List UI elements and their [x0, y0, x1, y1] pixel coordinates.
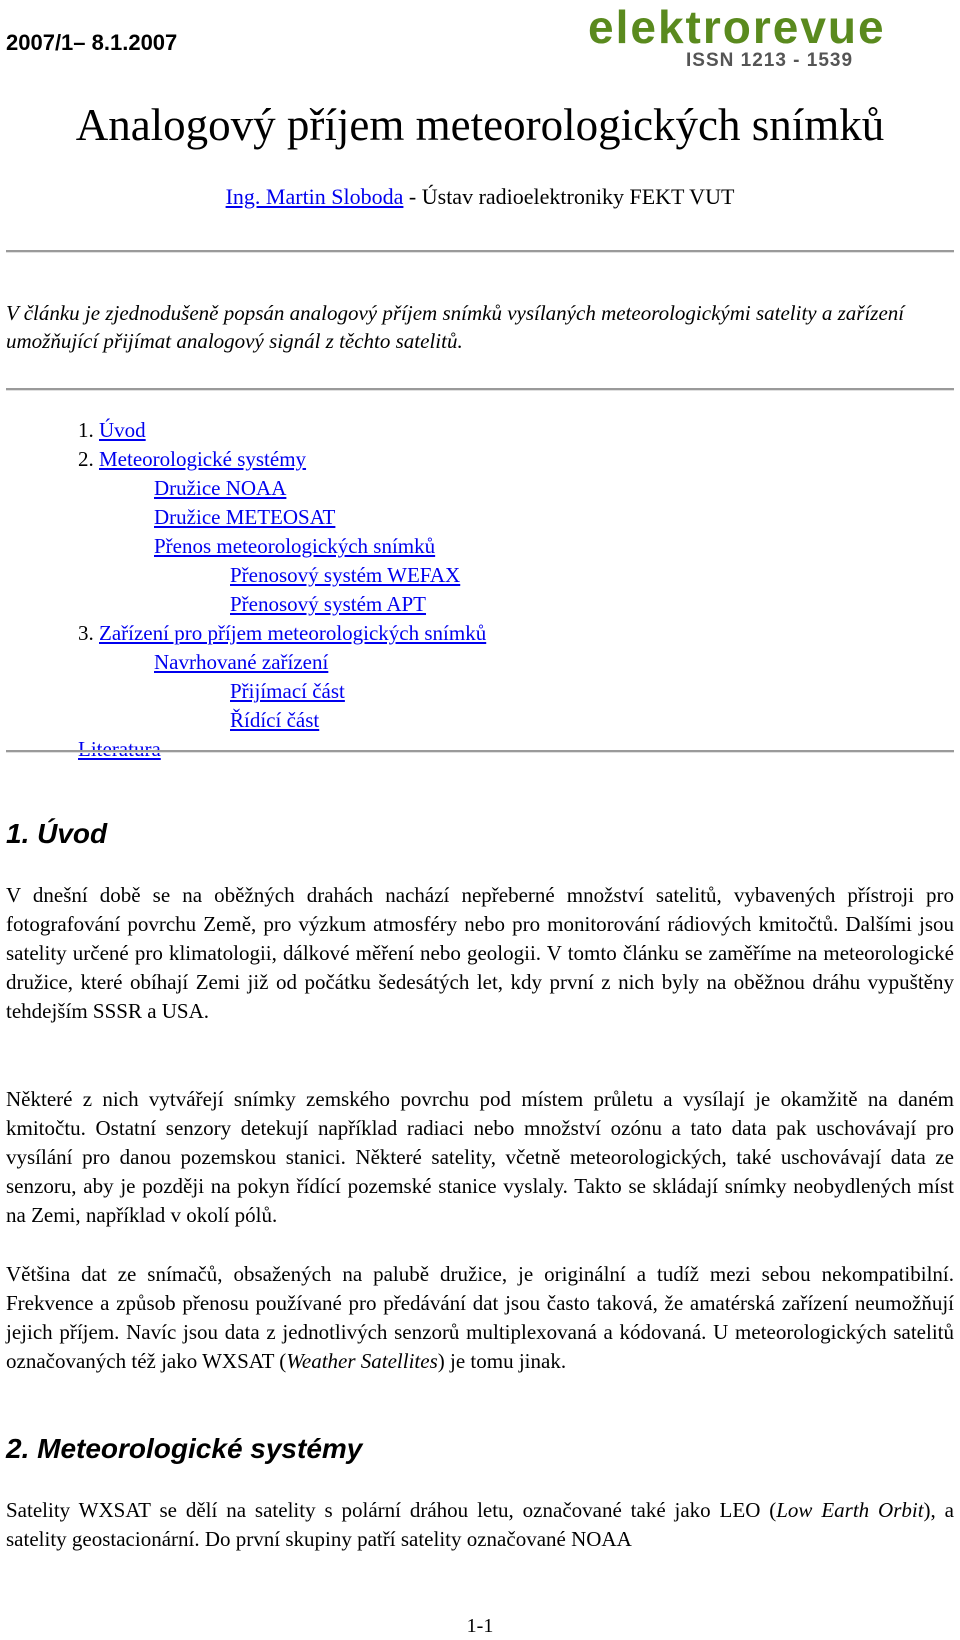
paragraph-italic: Weather Satellites	[286, 1349, 438, 1373]
toc-item-number: 3.	[78, 621, 99, 645]
toc-item-number: 2.	[78, 447, 99, 471]
paragraph-italic: Low Earth Orbit	[776, 1498, 924, 1522]
toc-link-prenos-snimku[interactable]: Přenos meteorologických snímků	[154, 534, 436, 558]
divider-top	[6, 250, 954, 253]
toc-item	[78, 416, 486, 445]
paragraph-text: ), a satelity geostacionární. Do první skupiny patří satelity označované NOAA	[6, 1498, 954, 1551]
divider-abstract	[6, 388, 954, 391]
toc-link-literatura[interactable]: Literatura	[78, 737, 161, 761]
page-header	[0, 0, 960, 80]
logo-wordmark: elektrorevue	[588, 1, 886, 53]
section-heading-meteorologicke-systemy: 2. Meteorologické systémy	[6, 1433, 363, 1464]
toc-item	[78, 706, 486, 735]
toc-link-meteorologicke-systemy[interactable]: Meteorologické systémy	[99, 447, 307, 471]
toc-item	[78, 648, 486, 677]
toc-item-number: 1.	[78, 418, 99, 442]
paragraph	[6, 1496, 954, 1554]
section-heading-uvod: 1. Úvod	[6, 818, 108, 849]
table-of-contents	[78, 416, 486, 764]
author-affiliation: Ústav radioelektroniky FEKT VUT	[421, 184, 735, 209]
toc-item	[78, 474, 486, 503]
logo-issn: ISSN 1213 - 1539	[686, 50, 854, 71]
issue-date: 2007/1– 8.1.2007	[6, 30, 178, 55]
paragraph-text: Satelity WXSAT se dělí na satelity s polární dráhou letu, označované také jako LEO (	[6, 1498, 777, 1522]
author-link[interactable]: Ing. Martin Sloboda	[225, 184, 404, 209]
toc-link-uvod[interactable]: Úvod	[99, 418, 146, 442]
toc-link-apt[interactable]: Přenosový systém APT	[230, 592, 427, 616]
toc-link-druzice-meteosat[interactable]: Družice METEOSAT	[154, 505, 336, 529]
elektrorevue-logo	[588, 1, 954, 74]
paragraph: Některé z nich vytvářejí snímky zemského povrchu pod místem průletu a vysílají je okamžitě na daném kmitočtu. Ostatní senzory detekují například radiaci nebo množství ozónu a tato data pak uschovávají pro vysílání pro danou pozemskou stanici. Některé satelity, včetně meteorologických, také uschovávají data ze senzoru, aby je později na pokyn řídící pozemské stanice vyslaly. Takto se skládají snímky neobydlených míst na Zemi, například v okolí pólů.	[6, 1087, 954, 1227]
toc-link-navrhovane-zarizeni[interactable]: Navrhované zařízení	[154, 650, 329, 674]
toc-link-zarizeni[interactable]: Zařízení pro příjem meteorologických snímků	[99, 621, 487, 645]
toc-link-prijimaci-cast[interactable]: Přijímací část	[230, 679, 345, 703]
toc-link-ridici-cast[interactable]: Řídící část	[230, 708, 320, 732]
toc-item	[78, 445, 486, 474]
toc-item	[78, 677, 486, 706]
paragraph: V dnešní době se na oběžných drahách nachází nepřeberné množství satelitů, vybavených přístroji pro fotografování povrchu Země, pro výzkum atmosféry nebo pro monitorování rádiových kmitočtů. Dalšími jsou satelity určené pro klimatologii, dálkové měření nebo geologii. V tomto článku se zaměříme na meteorologické družice, které obíhají Zemi již od počátku šedesátých let, kdy první z nich byly na oběžnou dráhu vypuštěny tehdejším SSSR a USA.	[6, 883, 954, 1023]
paragraph	[6, 1260, 954, 1376]
author-line	[0, 184, 960, 210]
article-title: Analogový příjem meteorologických snímků	[75, 100, 885, 150]
toc-link-wefax[interactable]: Přenosový systém WEFAX	[230, 563, 461, 587]
toc-item	[78, 590, 486, 619]
toc-item	[78, 619, 486, 648]
abstract: V článku je zjednodušeně popsán analogový příjem snímků vysílaných meteorologickými satelity a zařízení umožňující přijímat analogový signál z těchto satelitů.	[6, 301, 905, 353]
toc-item	[78, 503, 486, 532]
paragraph-text: Většina dat ze snímačů, obsažených na palubě družice, je originální a tudíž mezi sebou nekompatibilní. Frekvence a způsob přenosu používané pro předávání dat jsou často taková, že amatérská zařízení neumožňují jejich příjem. Navíc jsou data z jednotlivých senzorů multiplexovaná a kódovaná. U meteorologických satelitů označovaných též jako WXSAT (	[6, 1262, 954, 1373]
author-separator: -	[403, 184, 422, 209]
paragraph-text: ) je tomu jinak.	[437, 1349, 567, 1373]
toc-item	[78, 561, 486, 590]
toc-link-druzice-noaa[interactable]: Družice NOAA	[154, 476, 287, 500]
toc-item	[78, 532, 486, 561]
page-number: 1-1	[466, 1615, 494, 1637]
divider-toc	[6, 750, 954, 753]
